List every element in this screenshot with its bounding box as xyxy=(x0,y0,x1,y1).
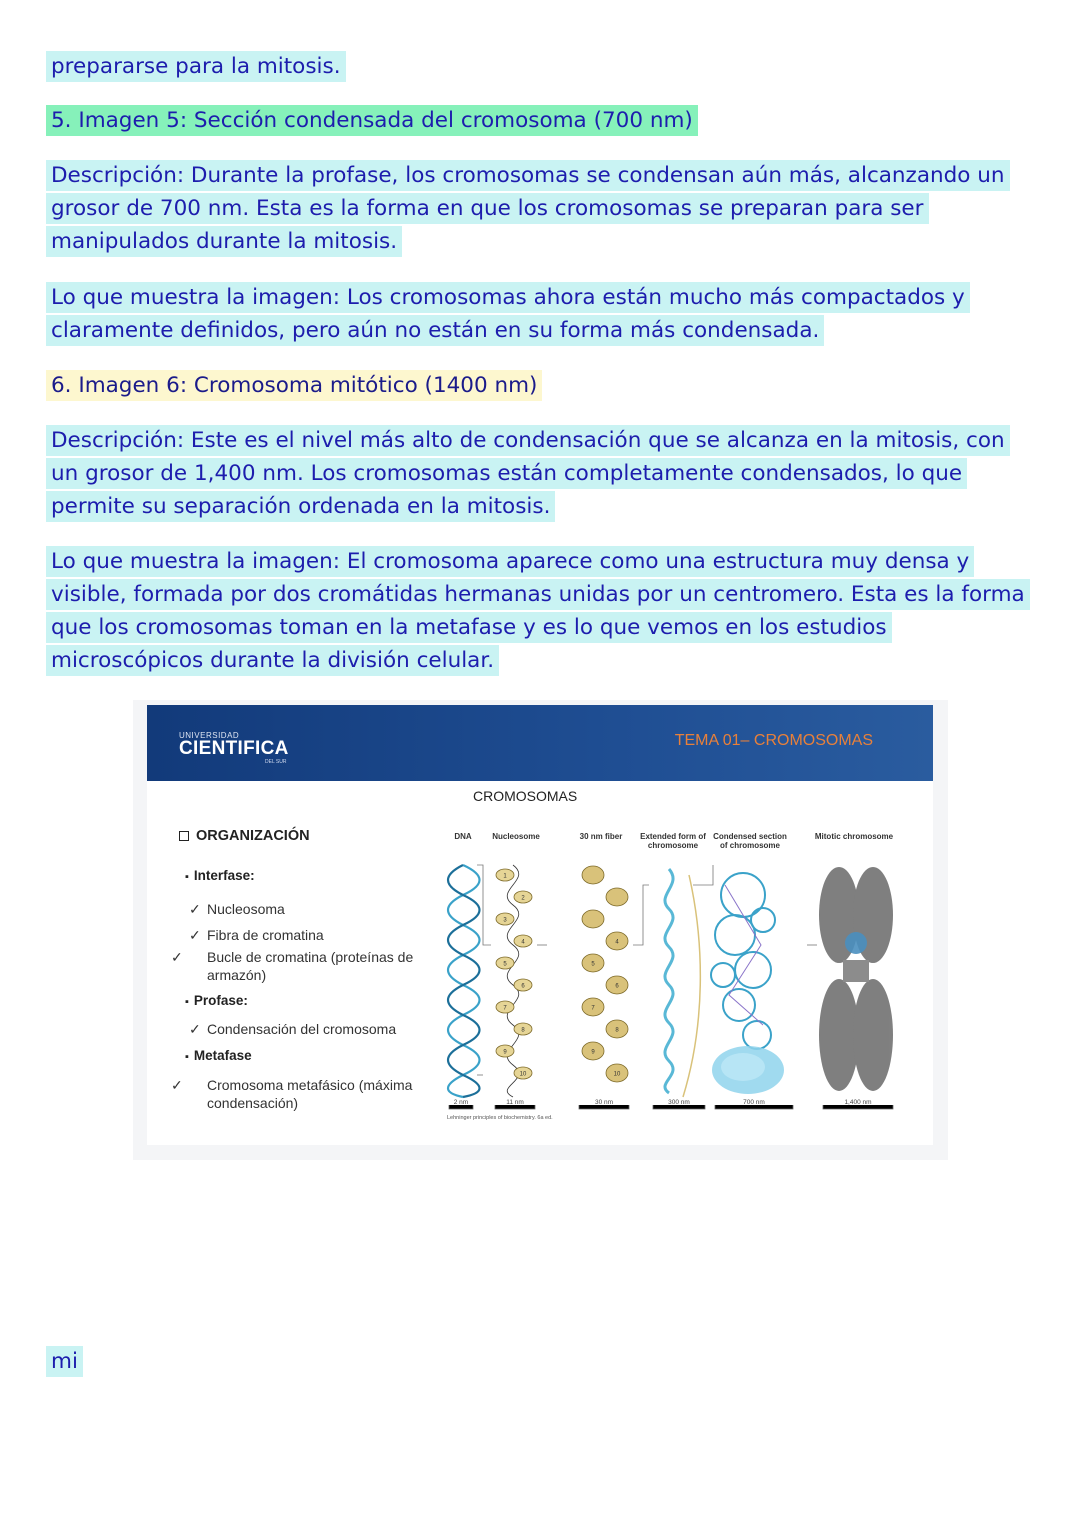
fiber-number: 8 xyxy=(615,1027,619,1034)
slide-header-title: TEMA 01– CROMOSOMAS xyxy=(674,732,873,749)
description-imagen-5: Descripción: Durante la profase, los cromosomas se condensan aún más, alcanzando un grosor de 700 nm. Esta es la forma en que los cromosomas se preparan para ser manipulados durante la mitosis. xyxy=(46,159,1036,258)
chromatin-diagram xyxy=(443,825,907,1135)
fiber-bead xyxy=(606,1020,628,1038)
nucleosome-bead xyxy=(496,869,514,881)
outline-section-profase: ▪ Profase: xyxy=(185,993,248,1008)
nucleosome-bead xyxy=(496,1001,514,1013)
fiber-bead xyxy=(606,976,628,994)
checkmark-icon: ✓ xyxy=(189,927,201,943)
outline-item: ✓ Cromosoma metafásico (máxima condensación) xyxy=(171,1077,413,1111)
nucleosome-bead xyxy=(514,1067,532,1079)
diagram-label-condensed-section: Condensed section of chromosome xyxy=(713,832,787,850)
slide-image xyxy=(133,700,948,1160)
fiber-bead xyxy=(582,954,604,972)
nucleosome-bead xyxy=(496,913,514,925)
nucleosome-number: 7 xyxy=(503,1005,507,1012)
nucleosome-number: 3 xyxy=(503,917,507,924)
heading-imagen-6: 6. Imagen 6: Cromosoma mitótico (1400 nm) xyxy=(46,369,542,402)
fiber-number: 4 xyxy=(615,939,619,946)
organization-outline xyxy=(171,828,444,1111)
checkmark-icon: ✓ xyxy=(189,901,201,917)
slide-title: CROMOSOMAS xyxy=(473,788,578,804)
scale-label: 11 nm xyxy=(506,1099,524,1106)
mitotic-chromosome xyxy=(819,867,893,1091)
explanation-imagen-6: Lo que muestra la imagen: El cromosoma aparece como una estructura muy densa y visible, formada por dos cromátidas hermanas unidas por un centromero. Esta es la forma que los cromosomas toman en la metafase y es lo que vemos en los estudios microscópicos durante la división celular. xyxy=(46,545,1036,677)
outline-item: ✓ Condensación del cromosoma xyxy=(189,1021,397,1037)
heading-imagen-5: 5. Imagen 5: Sección condensada del cromosoma (700 nm) xyxy=(46,104,698,137)
outline-item: ✓ Nucleosoma xyxy=(189,901,285,917)
diagram-label-dna: DNA xyxy=(454,832,472,841)
diagram-graphic xyxy=(443,825,907,1125)
diagram-label-nucleosome: Nucleosome xyxy=(492,832,540,841)
nucleosome-number: 4 xyxy=(521,939,525,946)
logo-sub-text: DEL SUR xyxy=(265,759,287,765)
nucleosome-number: 2 xyxy=(521,895,525,902)
diagram-label-mitotic-chromosome: Mitotic chromosome xyxy=(814,832,894,841)
diagram-label-extended-form: Extended form of chromosome xyxy=(640,832,706,850)
condensed-section xyxy=(711,873,775,1049)
dna-helix xyxy=(448,865,480,1097)
fiber-number: 5 xyxy=(591,961,595,968)
diagram-label-30nm-fiber: 30 nm fiber xyxy=(579,832,623,841)
nucleosome-bead xyxy=(514,891,532,903)
outline-item: ✓ Bucle de cromatina (proteínas de armazón) xyxy=(171,949,414,983)
paragraph-fragment: mi xyxy=(46,1345,83,1378)
fiber-bead xyxy=(606,888,628,906)
fiber-bead xyxy=(582,998,604,1016)
nucleosome-number: 6 xyxy=(521,983,525,990)
fiber-bead xyxy=(606,1064,628,1082)
nucleosome-bead xyxy=(514,935,532,947)
outline-section-metafase: ▪ Metafase xyxy=(185,1048,252,1063)
checkmark-icon: ✓ xyxy=(171,1077,183,1093)
nucleosome-bead xyxy=(514,979,532,991)
scale-label: 1,400 nm xyxy=(844,1099,872,1106)
nucleosome-number: 9 xyxy=(503,1049,507,1056)
fiber-number: 9 xyxy=(591,1049,595,1056)
paragraph-continuation: prepararse para la mitosis. xyxy=(46,50,346,83)
nucleosome-bead xyxy=(496,1045,514,1057)
nucleosome-bead xyxy=(496,957,514,969)
checkmark-icon: ✓ xyxy=(171,949,183,965)
slide-canvas xyxy=(147,705,933,1145)
nucleosome-number: 5 xyxy=(503,961,507,968)
slide-header xyxy=(147,705,933,781)
nucleosome-number: 10 xyxy=(519,1071,527,1078)
description-imagen-6: Descripción: Este es el nivel más alto de condensación que se alcanza en la mitosis, con un grosor de 1,400 nm. Los cromosomas están completamente condensados, lo que permite su separación ordenada en la mitosis. xyxy=(46,424,1006,523)
fiber-bead xyxy=(582,1042,604,1060)
outline-section-interfase: ▪ Interfase: xyxy=(185,868,255,883)
fiber-bead xyxy=(606,932,628,950)
outline-heading: ORGANIZACIÓN xyxy=(179,828,444,844)
checkbox-square-icon xyxy=(179,831,189,841)
nucleosome-number: 1 xyxy=(503,873,507,880)
logo-small-text: UNIVERSIDAD xyxy=(179,731,240,740)
fiber-bead xyxy=(582,910,604,928)
scale-label: 300 nm xyxy=(668,1099,690,1106)
fiber-number: 6 xyxy=(615,983,619,990)
extended-chromosome xyxy=(665,869,700,1097)
fiber-bead xyxy=(582,866,604,884)
scale-label: 700 nm xyxy=(743,1099,765,1106)
explanation-imagen-5: Lo que muestra la imagen: Los cromosomas ahora están mucho más compactados y claramente definidos, pero aún no están en su forma más condensada. xyxy=(46,281,1036,347)
nucleosome-bead xyxy=(514,1023,532,1035)
nucleosome-number: 8 xyxy=(521,1027,525,1034)
university-logo: CIENTIFICA xyxy=(179,738,289,759)
scale-label: 30 nm xyxy=(594,1099,614,1106)
fiber-number: 7 xyxy=(591,1005,595,1012)
scale-label: 2 nm xyxy=(453,1099,469,1106)
image-credit: Lehninger principles of biochemistry. 6a ed. xyxy=(447,1115,553,1121)
outline-item: ✓ Fibra de cromatina xyxy=(189,927,324,943)
fiber-number: 10 xyxy=(613,1071,621,1078)
checkmark-icon: ✓ xyxy=(189,1021,201,1037)
